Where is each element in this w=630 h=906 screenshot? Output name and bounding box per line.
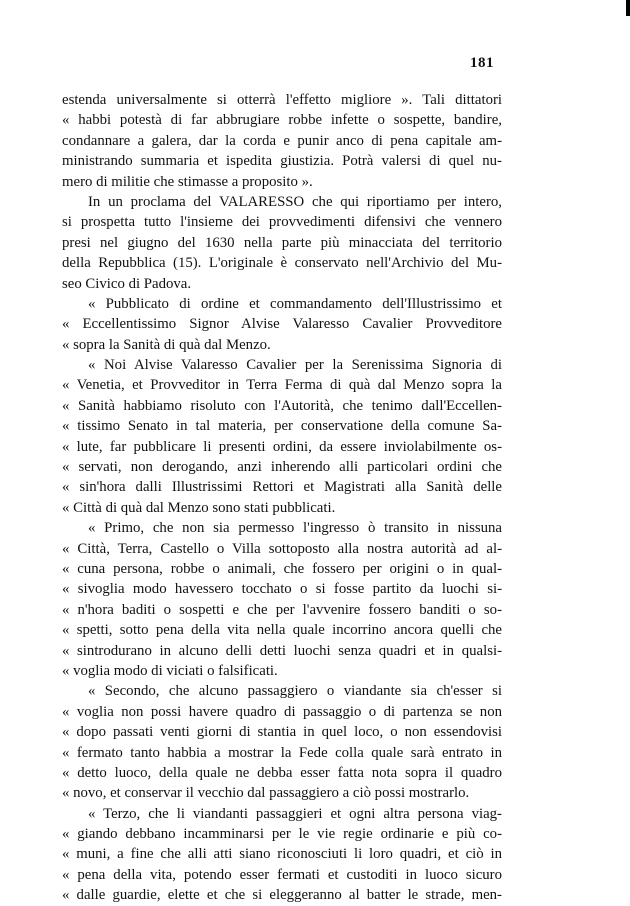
text-line: « Città, Terra, Castello o Villa sottoposto alla nostra autorità ad al- <box>62 540 502 557</box>
text-line: « dopo passati venti giorni di stantia in quel loco, o non essendovisi <box>62 724 502 741</box>
text-line: « Eccellentissimo Signor Alvise Valaresso Cavalier Provveditore <box>62 316 502 333</box>
text-line: « sivoglia modo havessero tocchato o si fosse partito da luochi si- <box>62 581 502 598</box>
text-line: « dalle guardie, elette et che si eleggeranno al batter le strade, men- <box>62 887 502 904</box>
text-line: « novo, et conservar il vecchio dal passaggiero a ciò possi mostrarlo. <box>62 785 470 802</box>
text-line: « Primo, che non sia permesso l'ingresso ò transito in nissuna <box>88 520 502 537</box>
text-line: « sintrodurano in alcuno delli detti luochi senza quadri et in qualsi- <box>62 642 502 659</box>
text-line: « lute, far pubblicare li presenti ordini, da essere inviolabilmente os- <box>62 438 502 455</box>
text-line: In un proclama del VALARESSO che qui riportiamo per intero, <box>88 193 502 210</box>
text-line: « habbi potestà di far abbrugiare robbe infette o sospette, bandire, <box>62 112 502 129</box>
text-line: si prospetta tutto l'insieme dei provvedimenti difensivi che vennero <box>62 214 502 231</box>
text-line: « n'hora baditi o sospetti e che per l'avvenire fossero banditi o so- <box>62 601 502 618</box>
text-line: « Terzo, che li viandanti passaggieri et ogni altra persona viag- <box>88 805 502 822</box>
text-line: « servati, non derogando, anzi inherendo alli particolari ordini che <box>62 459 502 476</box>
text-line: « cuna persona, robbe o animali, che fossero per origini o in qual- <box>62 560 502 577</box>
text-line: « Pubblicato di ordine et commandamento dell'Illustrissimo et <box>88 295 502 312</box>
text-line: della Repubblica (15). L'originale è conservato nell'Archivio del Mu- <box>62 255 502 272</box>
text-line: « Venetia, et Provveditor in Terra Ferma di quà dal Menzo sopra la <box>62 377 502 394</box>
text-line: « pena della vita, potendo esser fermati et custoditi in luoco sicuro <box>62 866 502 883</box>
page-edge-mark <box>626 0 630 16</box>
text-line: mero di militie che stimasse a proposito ». <box>62 173 313 190</box>
text-line: « voglia modo di viciati o falsificati. <box>62 662 278 679</box>
text-line: « Città di quà dal Menzo sono stati pubblicati. <box>62 499 336 516</box>
text-line: estenda universalmente si otterrà l'effetto migliore ». Tali dittatori <box>62 92 502 108</box>
text-line: « giando debbano incamminarsi per le vie regie ordinarie e più co- <box>62 826 502 843</box>
text-line: « muni, a fine che alli atti siano riconosciuti li loro quadri, et ciò in <box>62 846 502 863</box>
text-line: condannare a galera, dar la corda e punir anco di pena capitale am- <box>62 132 502 149</box>
text-line: « sin'hora dalli Illustrissimi Rettori et Magistrati alla Sanità delle <box>62 479 502 496</box>
text-line: « detto luoco, della quale ne debba esser fatta nota sopra il quadro <box>62 764 502 781</box>
page-number: 181 <box>470 55 494 71</box>
body-text <box>62 90 502 906</box>
text-line: seo Civico di Padova. <box>62 275 192 292</box>
text-line: ministrando summaria et ispedita giustizia. Potrà valersi di quel nu- <box>62 153 502 170</box>
text-line: « spetti, sotto pena della vita nella quale incorrino ancora quelli che <box>62 622 502 639</box>
text-line: « sopra la Sanità di quà dal Menzo. <box>62 336 271 353</box>
text-line: « fermato tanto habbia a mostrar la Fede colla quale sarà entrato in <box>62 744 502 761</box>
text-line: « Secondo, che alcuno passaggiero o viandante sia ch'esser si <box>88 683 502 700</box>
text-line: presi nel giugno del 1630 nella parte più minacciata del territorio <box>62 234 502 251</box>
text-line: « Noi Alvise Valaresso Cavalier per la Serenissima Signoria di <box>88 357 502 374</box>
text-line: « Sanità habbiamo risoluto con l'Autorità, che tenimo dall'Eccellen- <box>62 397 502 414</box>
text-line: « tissimo Senato in tal materia, per conservatione della comune Sa- <box>62 418 502 435</box>
text-line: « voglia non possi havere quadro di passaggio o di partenza se non <box>62 703 502 720</box>
